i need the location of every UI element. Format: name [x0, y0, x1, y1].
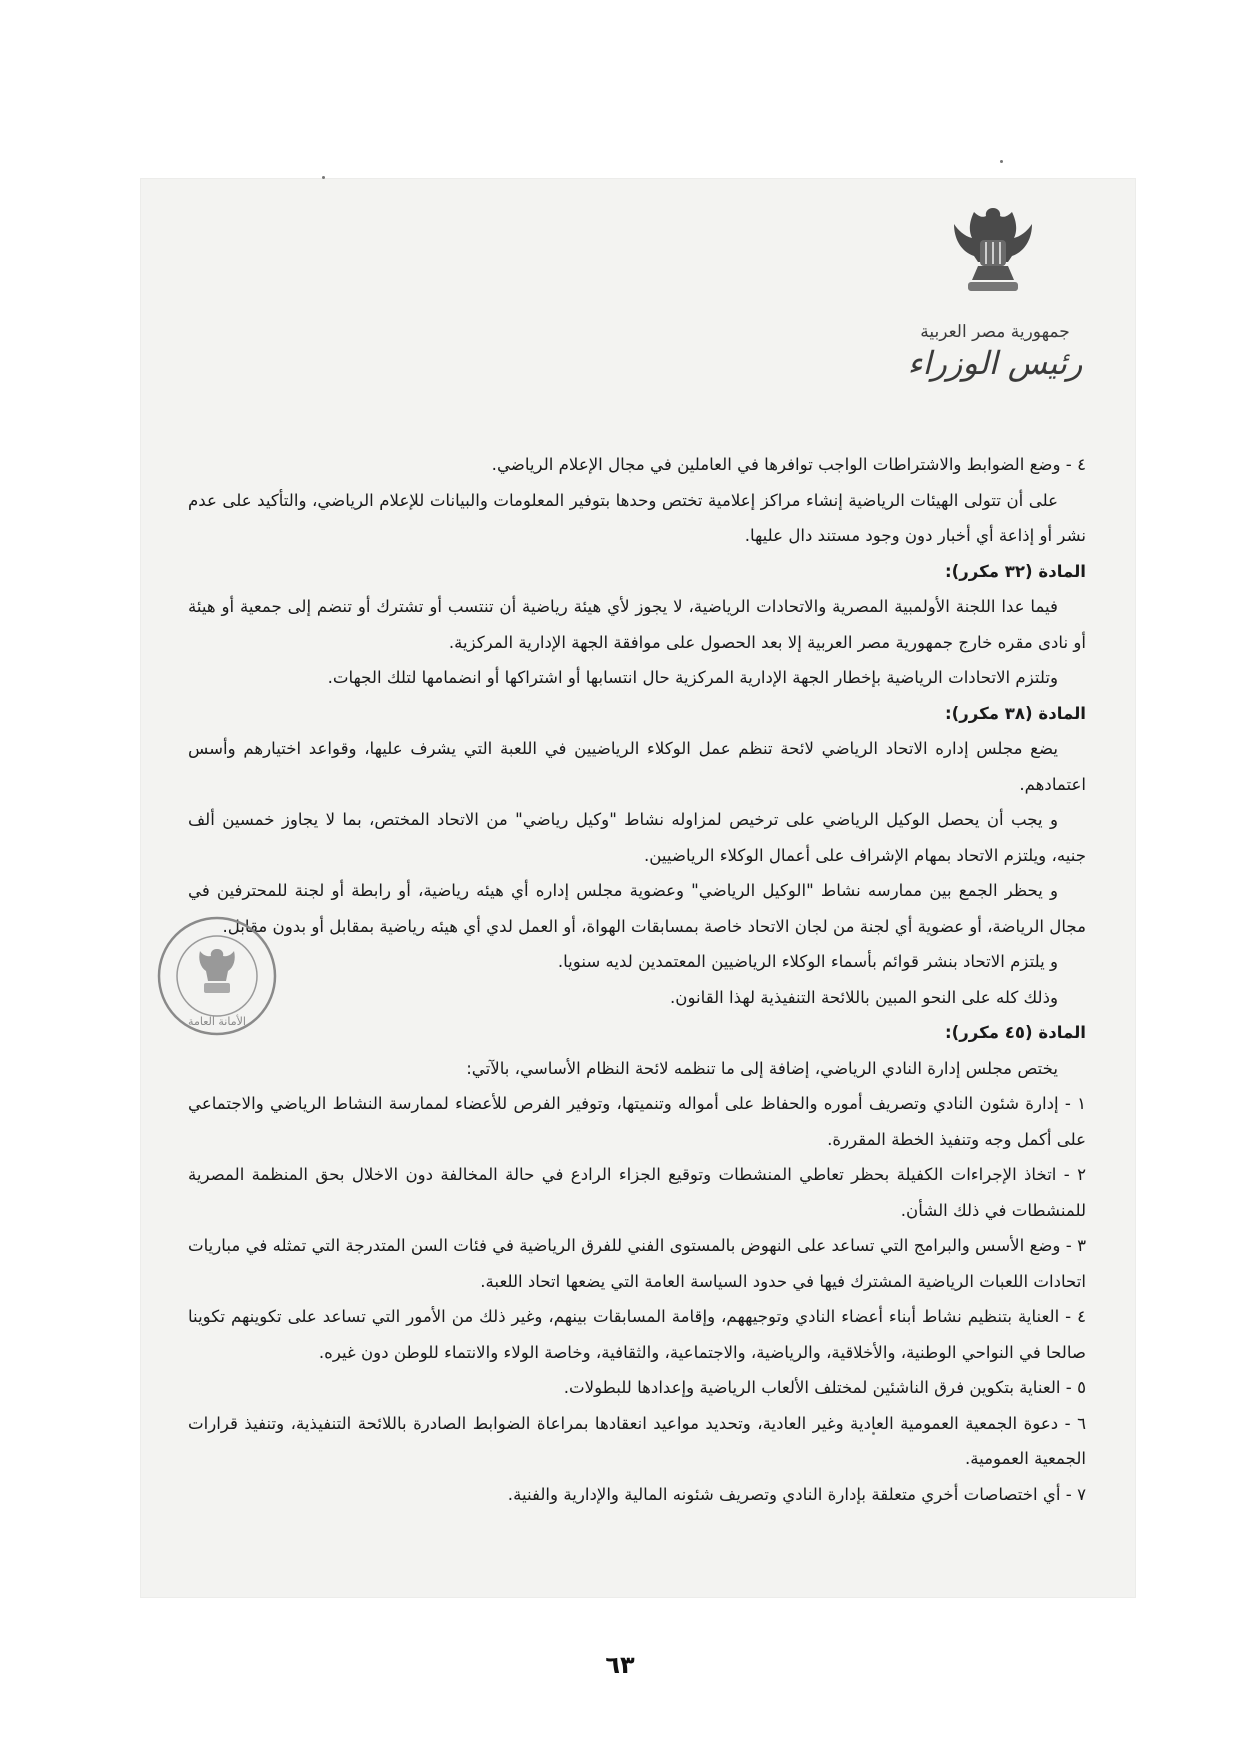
list-item: ٥ - العناية بتكوين فرق الناشئين لمختلف الألعاب الرياضية وإعدادها للبطولات. — [563, 1378, 1086, 1397]
paragraph: ٤ - وضع الضوابط والاشتراطات الواجب توافرها في العاملين في مجال الإعلام الرياضي. — [491, 455, 1086, 474]
paragraph: فيما عدا اللجنة الأولمبية المصرية والاتحادات الرياضية، لا يجوز لأي هيئة رياضية أن تنتسب أو تشترك أو تنضم إلى جمعية أو هيئة أو نادى مقره خارج جمهورية مصر العربية إلا بعد الحصول على موافقة الجهة الإدارية المركزية. — [188, 597, 1086, 652]
letterhead-country: جمهورية مصر العربية — [920, 322, 1070, 342]
list-item: ٣ - وضع الأسس والبرامج التي تساعد على النهوض بالمستوى الفني للفرق الرياضية في فئات السن المتدرجة التي تمثله في مباريات اتحادات اللعبات الرياضية المشترك فيها في حدود السياسة العامة التي يضعها اتحاد اللعبة. — [188, 1236, 1086, 1291]
document-body — [188, 447, 1086, 1512]
paragraph: وذلك كله على النحو المبين باللائحة التنفيذية لهذا القانون. — [670, 987, 1058, 1007]
paragraph: و يحظر الجمع بين ممارسه نشاط "الوكيل الرياضي" وعضوية مجلس إداره أي هيئه رياضية، أو رابطة أو لجنة للمحترفين في مجال الرياضة، أو عضوية أي لجنة من لجان الاتحاد خاصة بمسابقات الهواة، أو العمل لدي أي هيئه رياضية بمقابل أو بدون مقابل. — [188, 881, 1086, 936]
list-item: ٤ - العناية بتنظيم نشاط أبناء أعضاء النادي وتوجيههم، وإقامة المسابقات بينهم، وغير ذلك من الأمور التي تساعد على تكوينهم تكوينا صالحا في النواحي الوطنية، والأخلاقية، والرياضية، والاجتماعية، والثقافية، وخاصة الولاء والانتماء للوطن دون غيره. — [188, 1307, 1086, 1362]
letterhead — [900, 322, 1090, 382]
article-heading: المادة (٤٥ مكرر): — [944, 1023, 1086, 1042]
seal-label: الأمانة العامة — [188, 1015, 246, 1028]
list-item: ٢ - اتخاذ الإجراءات الكفيلة بحظر تعاطي المنشطات وتوقيع الجزاء الرادع في حالة المخالفة دون الاخلال بحق المنظمة المصرية للمنشطات في ذلك الشأن. — [188, 1165, 1086, 1220]
article-heading: المادة (٣٢ مكرر): — [944, 561, 1086, 581]
list-item: ٧ - أي اختصاصات أخري متعلقة بإدارة النادي وتصريف شئونه المالية والإدارية والفنية. — [507, 1484, 1086, 1504]
paragraph: وتلتزم الاتحادات الرياضية بإخطار الجهة الإدارية المركزية حال انتسابها أو اشتراكها أو انضمامها لتلك الجهات. — [327, 668, 1058, 687]
article-heading: المادة (٣٨ مكرر): — [944, 703, 1086, 723]
list-item: ١ - إدارة شئون النادي وتصريف أموره والحفاظ على أمواله وتنميتها، وتوفير الفرص للأعضاء لممارسة النشاط الرياضي والاجتماعي على أكمل وجه وتنفيذ الخطة المقررة. — [188, 1094, 1086, 1149]
general-secretariat-seal-icon — [154, 913, 280, 1039]
paragraph: و يجب أن يحصل الوكيل الرياضي على ترخيص لمزاوله نشاط "وكيل رياضي" من الاتحاد المختص، بما لا يجاوز خمسين ألف جنيه، ويلتزم الاتحاد بمهام الإشراف على أعمال الوكلاء الرياضيين. — [188, 810, 1086, 865]
paragraph: يضع مجلس إداره الاتحاد الرياضي لائحة تنظم عمل الوكلاء الرياضيين في اللعبة التي يشرف عليها، وقواعد اختيارهم وأسس اعتمادهم. — [188, 739, 1086, 794]
page-number: ٦٣ — [605, 1651, 635, 1679]
paragraph: على أن تتولى الهيئات الرياضية إنشاء مراكز إعلامية تختص وحدها بتوفير المعلومات والبيانات للإعلام الرياضي، والتأكيد على عدم نشر أو إذاعة أي أخبار دون وجود مستند دال عليها. — [188, 490, 1086, 545]
list-item: ٦ - دعوة الجمعية العمومية العادية وغير العادية، وتحديد مواعيد انعقادها بمراعاة الضوابط الصادرة باللائحة التنفيذية، وتنفيذ قرارات الجمعية العمومية. — [188, 1413, 1086, 1468]
letterhead-office: رئيس الوزراء — [907, 344, 1083, 382]
scan-speck — [1000, 160, 1003, 163]
paragraph: و يلتزم الاتحاد بنشر قوائم بأسماء الوكلاء الرياضيين المعتمدين لديه سنويا. — [557, 952, 1058, 971]
eagle-emblem-icon — [948, 200, 1038, 300]
scan-speck — [322, 176, 325, 179]
paragraph: يختص مجلس إدارة النادي الرياضي، إضافة إلى ما تنظمه لائحة النظام الأساسي، بالآتي: — [466, 1058, 1058, 1078]
